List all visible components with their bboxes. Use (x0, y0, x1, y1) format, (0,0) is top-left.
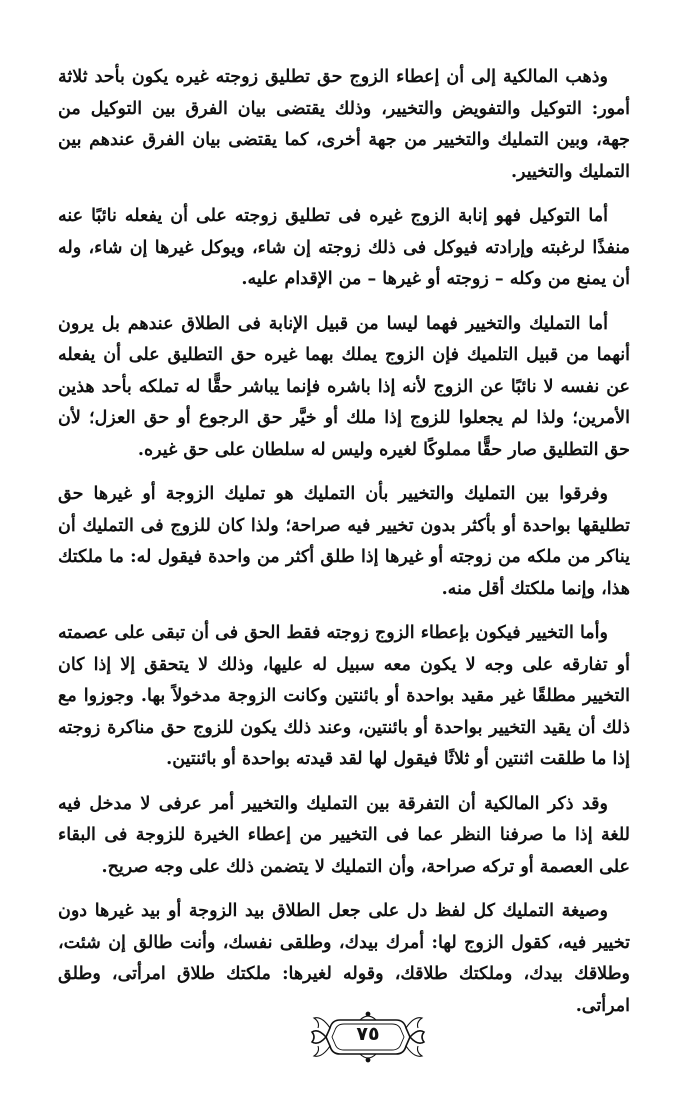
paragraph-1: وذهب المالكية إلى أن إعطاء الزوج حق تطليق زوجته غيره يكون بأحد ثلاثة أمور: التوكيل والتفويض والتخيير، وذلك يقتضى بيان الفرق بين التوكيل من جهة، وبين التمليك والتخيير من جهة أخرى، كما يقتضى بيان الفرق عندهم بين التمليك والتخيير. (58, 67, 630, 182)
page-footer (0, 1008, 684, 1066)
paragraph-4: وفرقوا بين التمليك والتخيير بأن التمليك هو تمليك الزوجة أو غيرها حق تطليقها بواحدة أو بأكثر بدون تخيير فيه صراحة؛ ولذا كان للزوج فى التمليك أن يناكر من ملكه من زوجته أو غيرها إذا طلق أكثر من واحدة فيقول له: ما ملكتك هذا، وإنما ملكتك أقل منه. (58, 484, 630, 599)
page-number: ٧٥ (356, 1023, 380, 1045)
paragraph-7: وصيغة التمليك كل لفظ دل على جعل الطلاق بيد الزوجة أو بيد غيرها دون تخيير فيه، كقول الزوج لها: أمرك بيدك، وطلقى نفسك، وأنت طالق إن شئت، وطلاقك بيدك، وملكتك طلاقك، وقوله لغيرها: ملكتك طلاق امرأتى، وطلق امرأتى. (58, 901, 630, 1016)
paragraph-2: أما التوكيل فهو إنابة الزوج غيره فى تطليق زوجته على أن يفعله نائبًا عنه منفذًا لرغبته وإرادته فيوكل فى ذلك زوجته إن شاء، ويوكل غيرها إن شاء، وله أن يمنع من وكله – زوجته أو غيرها – من الإقدام عليه. (58, 206, 630, 289)
page-body (58, 62, 630, 1035)
paragraph-3: أما التمليك والتخيير فهما ليسا من قبيل الإنابة فى الطلاق عندهم بل يرون أنهما من قبيل التلميك فإن الزوج يملك بهما غيره حق التطليق على أن يفعله عن نفسه لا نائبًا عن الزوج لأنه إذا باشره فإنما يباشر حقًّا له تملكه بأحد هذين الأمرين؛ ولذا لم يجعلوا للزوج إذا ملك أو خيَّر حق الرجوع أو حق العزل؛ لأن حق التطليق صار حقًّا مملوكًا لغيره وليس له سلطان على حق غيره. (58, 313, 630, 460)
paragraph-6: وقد ذكر المالكية أن التفرقة بين التمليك والتخيير أمر عرفى لا مدخل فيه للغة إذا ما صرفنا النظر عما فى التخيير من إعطاء الخيرة للزوجة فى البقاء على العصمة أو تركه صراحة، وأن التمليك لا يتضمن ذلك على وجه صريح. (58, 793, 630, 877)
paragraph-5: وأما التخيير فيكون بإعطاء الزوج زوجته فقط الحق فى أن تبقى على عصمته أو تفارقه على وجه لا يكون معه سبيل له عليها، وذلك لا يتحقق إلا إذا كان التخيير مطلقًا غير مقيد بواحدة أو بائنتين وكانت الزوجة مدخولاً بها. وجوزوا مع ذلك أن يقيد التخيير بواحدة أو بائنتين، وعند ذلك يكون للزوج حق مناكرة زوجته إذا ما طلقت اثنتين أو ثلاثًا فيقول لها لقد قيدته بواحدة أو بائنتين. (58, 623, 630, 769)
